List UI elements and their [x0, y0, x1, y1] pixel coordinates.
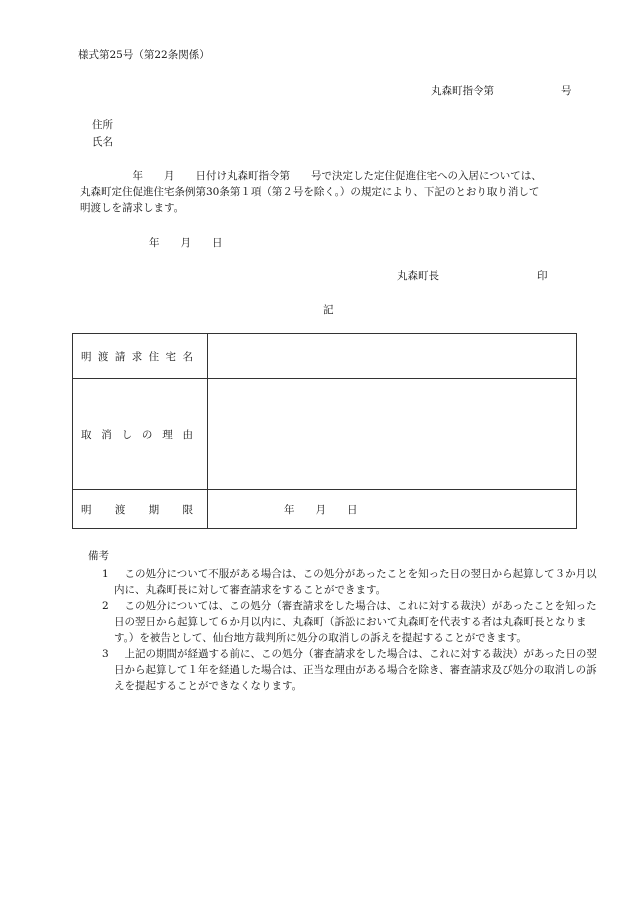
- label-char: 宅: [165, 350, 177, 363]
- body-line-3: 明渡しを請求します。: [80, 202, 185, 214]
- table-row-deadline: [73, 490, 577, 529]
- label-char: 住: [148, 350, 160, 363]
- label-char: 明: [81, 350, 92, 363]
- note-text: この処分については、この処分（審査請求をした場合は、これに対する裁決）があったことを知った日の翌日から起算して６か月以内に、丸森町（訴訟において丸森町を代表する者は丸森町長となります。）を被告として、仙台地方裁判所に処分の取消しの訴えを提起することができます。: [114, 600, 597, 644]
- house-name-value[interactable]: [208, 334, 577, 379]
- label-char: し: [121, 428, 133, 441]
- label-char: 期: [148, 503, 160, 516]
- note-text: 上記の期間が経過する前に、この処分（審査請求をした場合は、これに対する裁決）があった日の翌日から起算して１年を経過した場合は、正当な理由がある場合を除き、審査請求及び処分の取消しの訴えを提起することができなくなります。: [114, 648, 597, 692]
- label-char: 理: [162, 428, 173, 441]
- reason-label: [73, 379, 208, 490]
- table-row-reason: [73, 379, 577, 490]
- address-label: 住所: [92, 119, 113, 131]
- deadline-date: 年 月 日: [284, 503, 358, 516]
- issuer-title: 丸森町長: [397, 270, 439, 282]
- label-char: 求: [131, 350, 143, 363]
- label-char: 渡: [97, 350, 109, 363]
- body-line-2: 丸森町定住促進住宅条例第30条第１項（第２号を除く。）の規定により、下記のとおり取り消して: [80, 186, 540, 198]
- body-line-1: 年 月 日付け丸森町指令第 号で決定した定住促進住宅への入居については、: [80, 170, 542, 182]
- date-line: 年 月 日: [149, 237, 223, 249]
- note-text: この処分について不服がある場合は、この処分があったことを知った日の翌日から起算して３か月以内に、丸森町長に対して審査請求をすることができます。: [114, 568, 597, 596]
- label-char: 名: [182, 350, 193, 363]
- label-char: の: [141, 428, 153, 441]
- note-item: [88, 598, 598, 646]
- reason-value[interactable]: [208, 379, 577, 490]
- label-char: 明: [81, 503, 92, 516]
- seal-mark: 印: [537, 270, 548, 282]
- note-number: 3: [102, 648, 109, 660]
- ki-heading: 記: [323, 304, 334, 316]
- note-number: 1: [102, 568, 109, 580]
- label-char: 由: [182, 428, 193, 441]
- label-char: 取: [81, 428, 92, 441]
- deadline-value[interactable]: [208, 490, 577, 529]
- reference-prefix: 丸森町指令第: [431, 85, 494, 97]
- notes-section: [88, 548, 598, 694]
- table-row-house-name: [73, 334, 577, 379]
- name-label: 氏名: [92, 136, 113, 148]
- note-item: [88, 646, 598, 694]
- house-name-label: [73, 334, 208, 379]
- label-char: 限: [182, 503, 193, 516]
- note-number: 2: [102, 600, 109, 612]
- label-char: 請: [114, 350, 126, 363]
- request-table: [72, 333, 577, 529]
- label-char: 消: [101, 428, 112, 441]
- note-item: [88, 566, 598, 598]
- deadline-label: [73, 490, 208, 529]
- reference-suffix: 号: [561, 85, 572, 97]
- notes-heading: 備考: [88, 550, 109, 562]
- form-number: 様式第25号（第22条関係）: [78, 49, 210, 61]
- label-char: 渡: [114, 503, 126, 516]
